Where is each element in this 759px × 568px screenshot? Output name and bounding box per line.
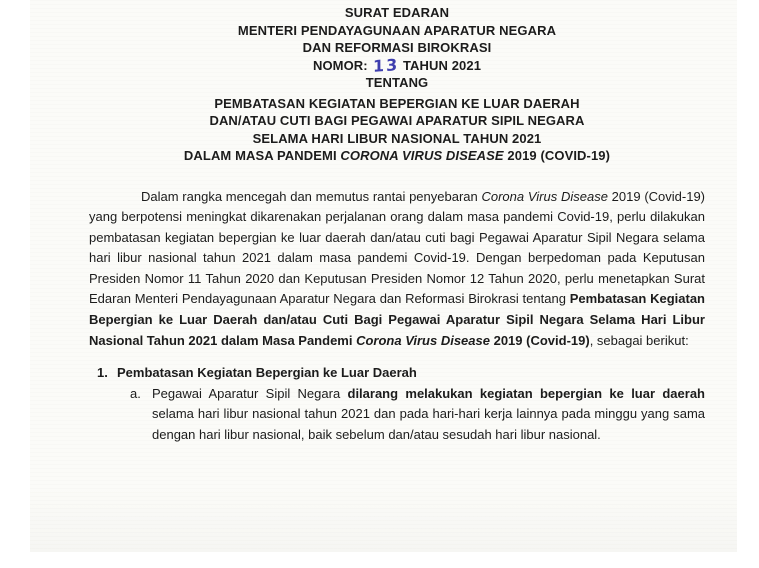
issuer-line-2: DAN REFORMASI BIROKRASI bbox=[302, 40, 492, 55]
bold-italic-run-corona: Corona Virus Disease bbox=[356, 332, 490, 348]
nomor-suffix: TAHUN 2021 bbox=[402, 57, 482, 73]
page-content bbox=[89, 4, 705, 446]
handwritten-number: 13 bbox=[372, 54, 399, 76]
subject-line-1: PEMBATASAN KEGIATAN BEPERGIAN KE LUAR DAERAH bbox=[214, 95, 580, 111]
subject-italic-run: CORONA VIRUS DISEASE bbox=[340, 148, 504, 163]
document-subject bbox=[89, 95, 705, 165]
numbered-list bbox=[89, 363, 705, 445]
list-item-1a bbox=[130, 384, 705, 446]
document-header bbox=[89, 4, 705, 92]
italic-run-corona: Corona Virus Disease bbox=[481, 188, 608, 204]
subject-line-4: DALAM MASA PANDEMI CORONA VIRUS DISEASE 2019 (COVID-19) bbox=[183, 148, 611, 163]
scanned-document-page bbox=[30, 0, 737, 552]
list-item-1 bbox=[89, 363, 705, 384]
nomor-label: NOMOR: bbox=[312, 57, 368, 73]
bold-run-dilarang: dilarang melakukan kegiatan bepergian ke luar daerah bbox=[347, 385, 705, 401]
list-item-1a-text: Pegawai Aparatur Sipil Negara dilarang melakukan kegiatan bepergian ke luar daerah selama hari libur nasional tahun 2021 dan pada hari-hari kerja lainnya pada minggu yang sama dengan hari libur nasional, baik sebelum dan/atau sesudah hari libur nasional. bbox=[152, 385, 705, 443]
list-item-1-number: 1. bbox=[97, 365, 108, 381]
opening-paragraph: Dalam rangka mencegah dan memutus rantai penyebaran Corona Virus Disease 2019 (Covid-19) yang berpotensi meningkat dikarenakan perjalanan orang dalam masa pandemi Covid-19, perlu dilakukan pembatasan kegiatan bepergian ke luar daerah dan/atau cuti bagi Pegawai Aparatur Sipil Negara selama hari libur nasional tahun 2021 dalam masa pandemi Covid-19. Dengan berpedoman pada Keputusan Presiden Nomor 11 Tahun 2020 dan Keputusan Presiden Nomor 12 Tahun 2020, perlu menetapkan Surat Edaran Menteri Pendayagunaan Aparatur Negara dan Reformasi Birokrasi tentang Pembatasan Kegiatan Bepergian ke Luar Daerah dan/atau Cuti Bagi Pegawai Aparatur Sipil Negara Selama Hari Libur Nasional Tahun 2021 dalam Masa Pandemi Corona Virus Disease 2019 (Covid-19), sebagai berikut: bbox=[89, 188, 706, 348]
list-item-1-title: Pembatasan Kegiatan Bepergian ke Luar Daerah bbox=[117, 365, 417, 381]
tentang-label: TENTANG bbox=[365, 75, 429, 90]
bold-run-subject: Pembatasan Kegiatan Bepergian ke Luar Daerah dan/atau Cuti Bagi Pegawai Aparatur Sipil Negara Selama Hari Libur Nasional Tahun 2021 dalam Masa Pandemi bbox=[89, 291, 705, 348]
subject-line-2: DAN/ATAU CUTI BAGI PEGAWAI APARATUR SIPIL NEGARA bbox=[209, 113, 585, 128]
number-line bbox=[89, 54, 705, 76]
list-item-1a-letter: a. bbox=[130, 385, 141, 401]
doc-type-title: SURAT EDARAN bbox=[344, 5, 450, 20]
subject-line-3: SELAMA HARI LIBUR NASIONAL TAHUN 2021 bbox=[252, 130, 542, 146]
issuer-line-1: MENTERI PENDAYAGUNAAN APARATUR NEGARA bbox=[237, 22, 557, 38]
